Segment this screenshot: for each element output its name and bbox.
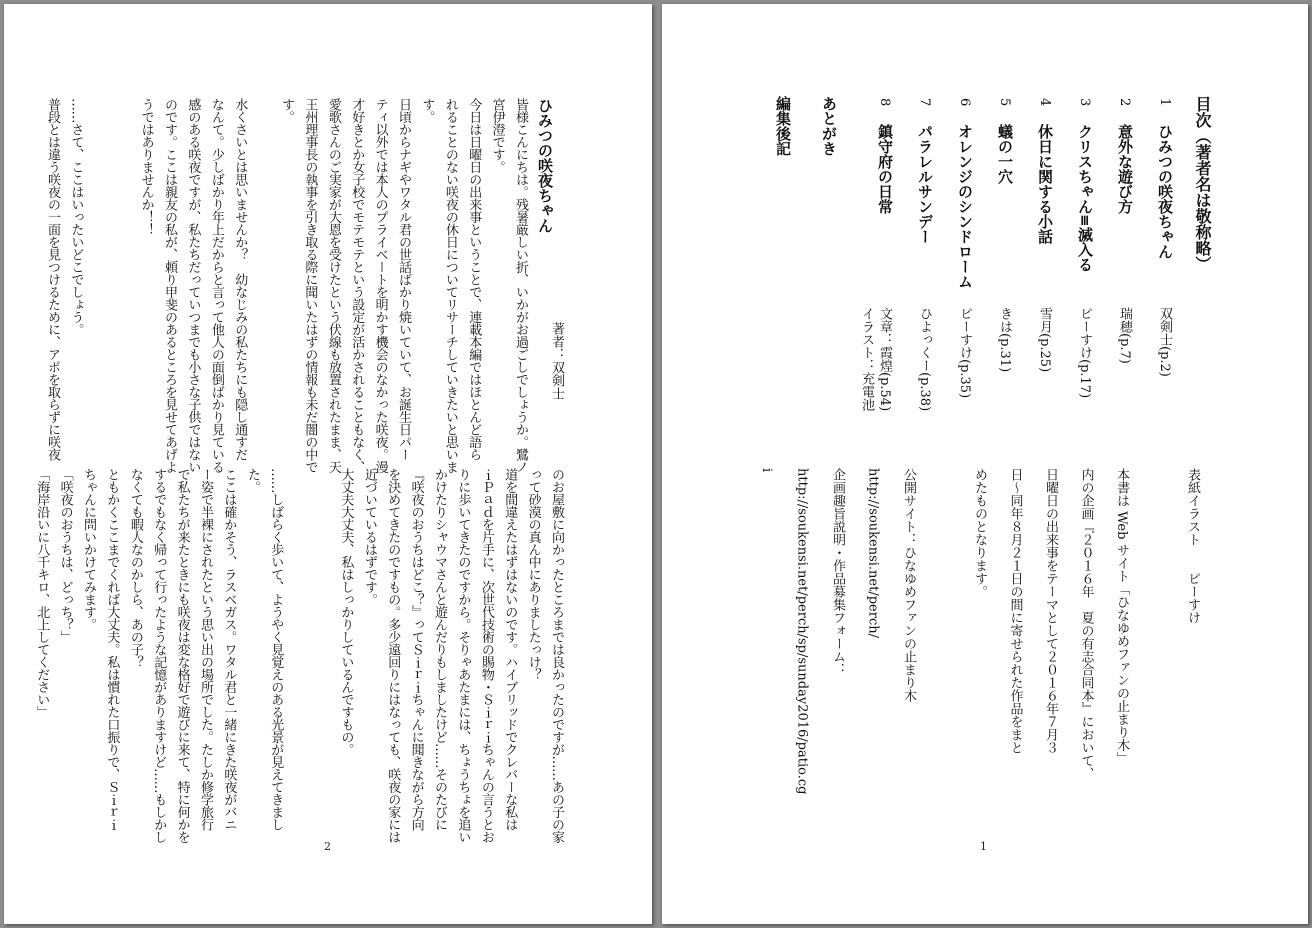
text-line: って砂漠の真ん中にありましたっけ？ [525, 468, 541, 681]
text-line: で私たちが来たときにも咲夜は変な格好で遊びに来て、特に何かを [174, 468, 190, 843]
text-line: 日曜日の出来事をテーマとして２０１６年７月３ [1043, 468, 1058, 754]
story-title: ひみつの咲夜ちゃん [536, 98, 554, 233]
text-line: 「咲夜のおうちは、どっち？」 [57, 468, 73, 643]
toc-entry-author: きは(p.31) [997, 307, 1012, 373]
text-line: 内の企画『２０１６年 夏の有志合同本』において、 [1078, 468, 1094, 780]
text-line: 「海岸沿いに八千キロ、北上してください」 [34, 468, 50, 718]
text-line: http://soukensi.net/perch/sp/sunday2016/patio.cg [794, 468, 810, 795]
toc-entry-title: 休日に関する小話 [1036, 124, 1054, 244]
text-line: 日頃からナギやワタル君の世話ばかり焼いていて、お誕生日パー [396, 98, 411, 461]
text-line: 公開サイト：ひなゆめファンの止まり木 [901, 468, 916, 702]
text-line: 近づいているはずです。 [361, 468, 377, 606]
text-line: なくても暇人なのかしら、あの子？ [127, 468, 143, 668]
text-line: 普段とは違う咲夜の一面を見つけるために、アポを取らずに咲夜 [45, 98, 60, 461]
toc-entry-number: 1 [1157, 98, 1172, 107]
text-line: ー姿で半裸にされたという思い出の場所でした。たしか修学旅行 [198, 468, 213, 831]
text-line: 皆様こんにちは。残暑厳しい折、いかがお過ごしでしょうか。鷺ノ [513, 98, 528, 473]
text-line: 大丈夫大丈夫、私はしっかりしているんですもの。 [338, 468, 354, 756]
text-line: 企画趣旨説明・作品募集フォーム： [830, 468, 845, 676]
toc-entry-number: 6 [957, 98, 972, 107]
toc-entry-author: ひよっくー(p.38) [917, 307, 932, 412]
text-line: ……しばらく歩いて、ようやく見覚えのある光景が見えてきまし [268, 468, 284, 831]
text-line: うではありませんか！！ [138, 98, 154, 236]
text-line: ティ以外では本人のプライベートを明かす機会のなかった咲夜。漫 [372, 98, 388, 473]
text-line: ここは確かそう、ラスベガス。ワタル君と一緒にきた咲夜がバニ [221, 468, 237, 831]
toc-entry-author: ピーすけ(p.35) [957, 307, 972, 399]
text-line: を決めてきたのですもの。多少遠回りにはなっても、咲夜の家には [385, 468, 401, 843]
toc-entry-author: ピーすけ(p.17) [1077, 307, 1092, 399]
text-line: 表紙イラスト ピーすけ [1185, 468, 1200, 624]
toc-afterword: あとがき [820, 96, 838, 156]
text-line: 日～同年８月２１日の間に寄せられた作品をまと [1007, 468, 1023, 754]
text-line: 才好きとか女子校でモテモテという設定が活かされることもなく、 [349, 98, 365, 473]
text-line: のお屋敷に向かったところまでは良かったのですが……あの子の家 [549, 468, 564, 843]
document-page-2 [4, 4, 652, 924]
text-line: ｉＰａｄを片手に、次世代技術の賜物・Ｓｉｒｉちゃんの言うとお [478, 468, 494, 843]
text-line: す。 [419, 98, 435, 123]
toc-entry-author: 雪月(p.25) [1037, 307, 1052, 373]
toc-entry-title: 蟻の一穴 [996, 124, 1014, 184]
toc-entry-number: 2 [1117, 98, 1132, 107]
toc-entry-author: 双剣士(p.2) [1157, 307, 1172, 377]
text-line: 王州理事長の執事を引き取る際に聞いたはずの情報も未だ闇の中で [302, 98, 318, 473]
text-line: れることのない咲夜の休日についてリサーチしていきたいと思いま [442, 98, 458, 473]
toc-entry-title: 意外な遊び方 [1116, 124, 1134, 214]
text-line: 今日は日曜日の出来事ということで、連載本編ではほとんど語ら [466, 98, 482, 461]
text-line: するでもなく帰って行ったような記憶がありますけど……もしかし [151, 468, 167, 843]
toc-entry-number: 8 [877, 98, 892, 107]
text-line: 『咲夜のおうちはどこ？』ってＳｉｒｉちゃんに聞きながら方向 [408, 468, 424, 831]
page-number: 2 [324, 840, 331, 853]
text-line: ……さて、ここはいったいどこでしょう。 [68, 98, 84, 336]
text-line: 道を間違えたはずはないのです。ハイブリッドでクレバーな私は [502, 468, 518, 831]
toc-entry-title: 鎮守府の日常 [876, 124, 894, 214]
toc-entry-number: 3 [1077, 98, 1092, 107]
text-line: 宮伊澄です。 [489, 98, 505, 173]
toc-entry-title: パラレルサンデー [916, 124, 934, 244]
toc-entry-author: 文章：霞煌(p.54) [877, 307, 892, 412]
story-author: 著者：双剣士 [549, 322, 564, 400]
text-line: ともかくここまでくれば大丈夫。私は慣れた口振りで、Ｓｉｒｉ [104, 468, 120, 831]
page-number: 1 [980, 840, 987, 853]
toc-editor-note: 編集後記 [774, 96, 792, 156]
toc-entry-title: ひみつの咲夜ちゃん [1156, 124, 1174, 259]
text-line: かけたりシャウマさんと遊んだりもしましたけど……そのたびに [432, 468, 447, 831]
toc-entry-author: 瑞穂(p.7) [1117, 307, 1132, 364]
toc-illustration-credit: イラスト：充電池 [859, 307, 874, 411]
toc-title: 目次（著者名は敬称略） [1193, 96, 1212, 272]
text-line: ちゃんに問いかけてみます。 [81, 468, 96, 631]
text-line: りに歩いてきたのですから。そりゃあたまには、ちょうちょを追い [455, 468, 471, 843]
text-line: す。 [279, 98, 294, 123]
text-line: i [759, 468, 774, 473]
toc-entry-title: クリスちゃん≡滅入る [1076, 124, 1094, 272]
text-line: のです。ここは親友の私が、頼り甲斐のあるところを見せてあげよ [162, 98, 177, 473]
text-line: 本書は Web サイト「ひなゆめファンの止まり木」 [1114, 468, 1129, 765]
text-line: た。 [244, 468, 260, 493]
text-line: 水くさいとは思いませんか？ 幼なじみの私たちにも隠し通すだ [232, 98, 248, 461]
text-line: 感のある咲夜ですが、私たちだっていつまでも小さな子供ではない [185, 98, 201, 473]
toc-entry-number: 5 [997, 98, 1012, 107]
toc-entry-number: 4 [1037, 98, 1052, 107]
document-page-1 [662, 4, 1308, 924]
text-line: 愛歌さんのご実家が大恩を受けたという伏線も放置されたまま、天 [325, 98, 341, 473]
text-line: なんて。少しばかり年上だからと言って他人の面倒ばかり見ている [208, 98, 224, 473]
text-line: http://soukensi.net/perch/ [865, 468, 881, 638]
toc-entry-number: 7 [917, 98, 932, 107]
text-line: めたものとなります。 [972, 468, 987, 598]
toc-entry-title: オレンジのシンドローム [956, 124, 974, 289]
